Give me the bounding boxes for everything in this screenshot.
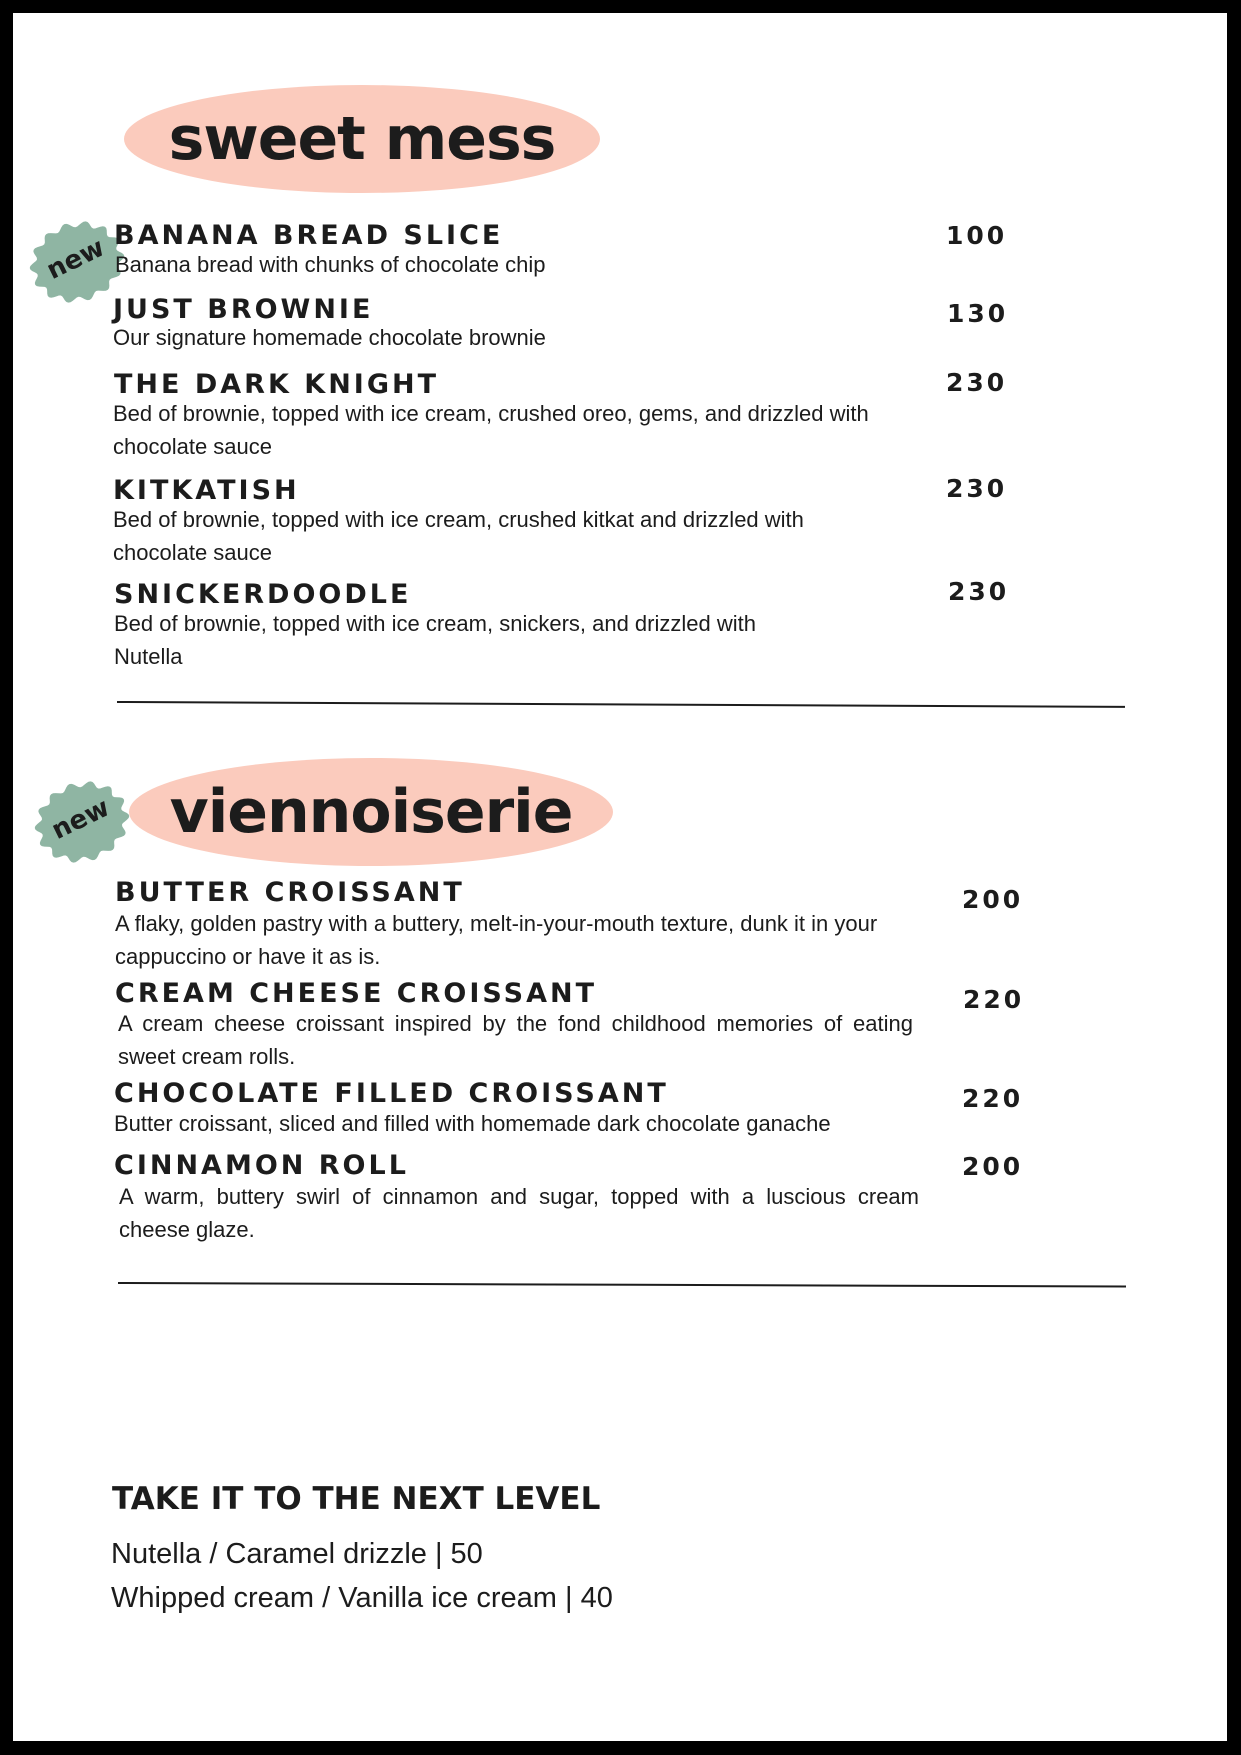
section-divider-2 <box>118 1282 1126 1288</box>
item-name: BANANA BREAD SLICE <box>114 220 504 251</box>
addons-heading: TAKE IT TO THE NEXT LEVEL <box>112 1481 601 1517</box>
item-price: 220 <box>963 985 1025 1014</box>
item-price: 100 <box>946 221 1008 250</box>
item-price: 200 <box>962 885 1024 914</box>
sweet-mess-title-pill <box>124 85 600 193</box>
item-description: Bed of brownie, topped with ice cream, crushed oreo, gems, and drizzled with chocolate sauce <box>113 401 869 459</box>
item-name: JUST BROWNIE <box>113 294 374 325</box>
item-price: 220 <box>962 1084 1024 1113</box>
item-name: CHOCOLATE FILLED CROISSANT <box>114 1078 669 1109</box>
new-badge-viennoiserie <box>30 777 134 867</box>
star-burst-icon <box>30 777 134 867</box>
item-name: SNICKERDOODLE <box>114 579 412 610</box>
section-divider-1 <box>117 701 1125 708</box>
new-badge-text: new <box>47 792 115 846</box>
sweet-mess-title: sweet mess <box>168 104 556 174</box>
item-name: BUTTER CROISSANT <box>115 877 465 908</box>
new-badge-text: new <box>42 232 110 286</box>
item-name: CREAM CHEESE CROISSANT <box>115 978 597 1009</box>
item-description: A cream cheese croissant inspired by the fond childhood memories of eating sweet cream rolls. <box>118 1011 913 1069</box>
item-description: Our signature homemade chocolate brownie <box>113 325 546 350</box>
viennoiserie-title: viennoiserie <box>169 777 573 847</box>
menu-page <box>13 13 1227 1741</box>
item-description: A flaky, golden pastry with a buttery, melt-in-your-mouth texture, dunk it in your cappuccino or have it as is. <box>115 911 878 969</box>
item-price: 230 <box>948 577 1010 606</box>
item-name: KITKATISH <box>113 475 300 506</box>
item-price: 230 <box>946 474 1008 503</box>
addon-line: Nutella / Caramel drizzle | 50 <box>111 1538 483 1570</box>
item-description: Bed of brownie, topped with ice cream, crushed kitkat and drizzled with chocolate sauce <box>113 507 804 565</box>
item-price: 230 <box>946 368 1008 397</box>
item-description: Banana bread with chunks of chocolate chip <box>115 252 546 277</box>
item-price: 130 <box>947 299 1009 328</box>
item-name: CINNAMON ROLL <box>114 1150 409 1181</box>
item-description: A warm, buttery swirl of cinnamon and sugar, topped with a luscious cream cheese glaze. <box>119 1184 919 1242</box>
item-name: THE DARK KNIGHT <box>114 369 440 400</box>
viennoiserie-title-pill <box>129 758 613 866</box>
addon-line: Whipped cream / Vanilla ice cream | 40 <box>111 1582 613 1614</box>
item-price: 200 <box>962 1152 1024 1181</box>
item-description: Butter croissant, sliced and filled with homemade dark chocolate ganache <box>114 1111 831 1136</box>
item-description: Bed of brownie, topped with ice cream, snickers, and drizzled with Nutella <box>114 611 756 669</box>
